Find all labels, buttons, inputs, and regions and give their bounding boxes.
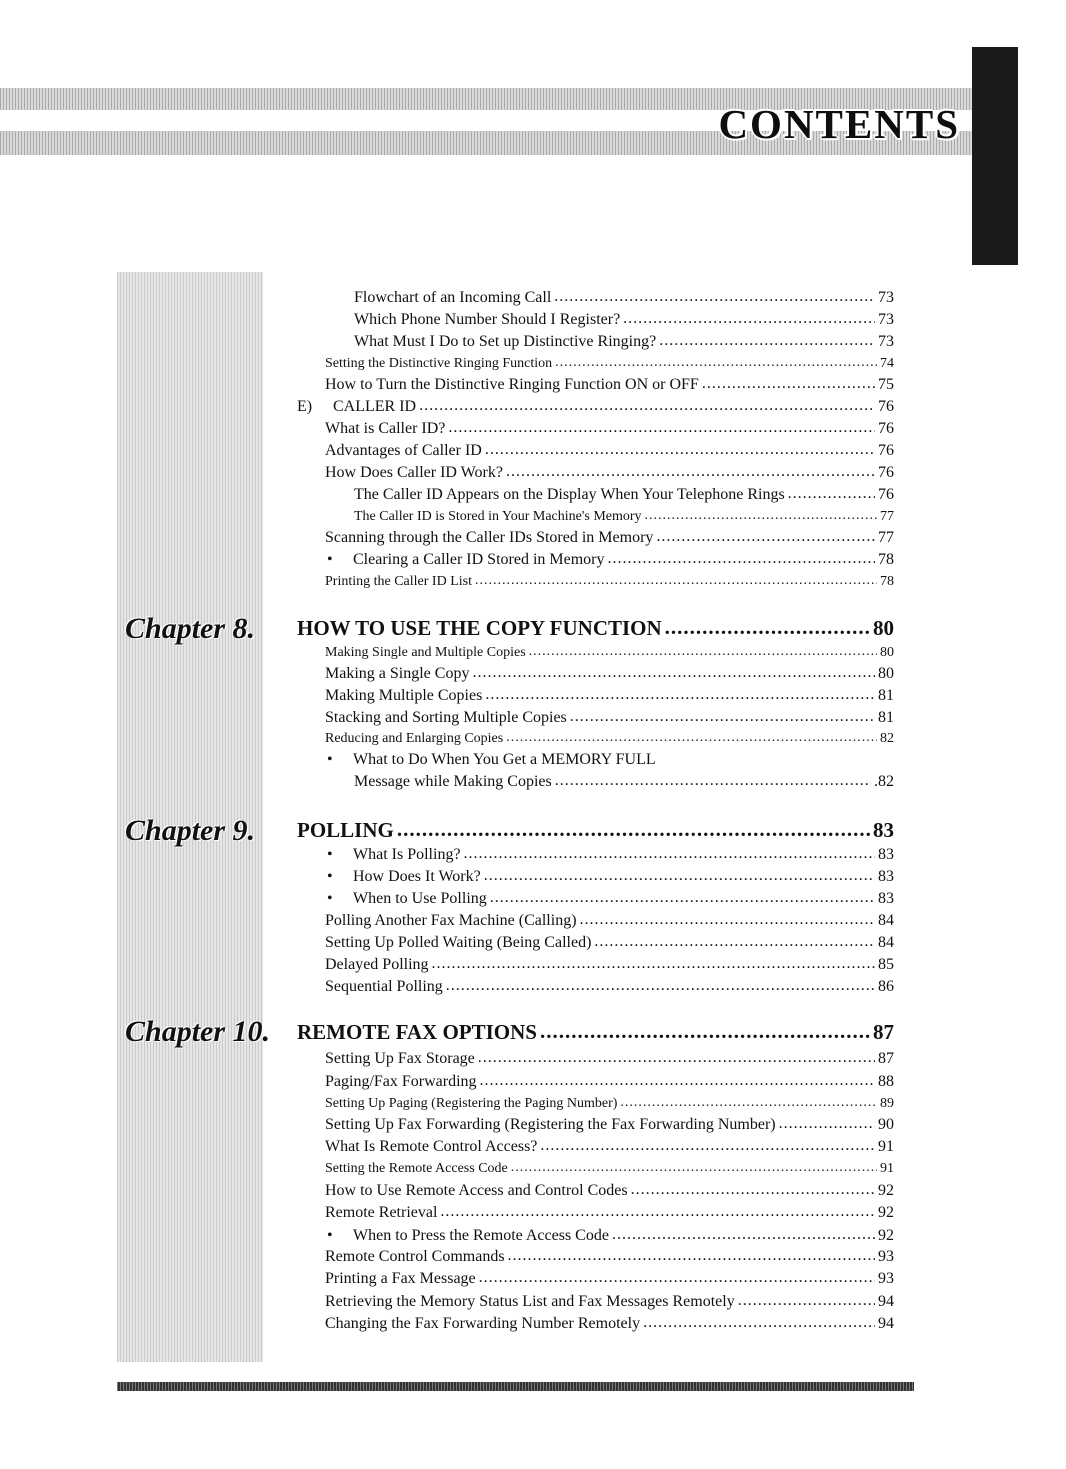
- page-number: 92: [878, 1182, 894, 1199]
- toc-entry[interactable]: • When to Use Polling ..... 83: [325, 888, 894, 909]
- page-number: 80: [878, 665, 894, 682]
- page-number: 76: [878, 486, 894, 503]
- toc-entry[interactable]: Remote Control Commands ..... 93: [325, 1246, 894, 1267]
- page-number: 92: [878, 1204, 894, 1221]
- bullet: •: [327, 868, 333, 885]
- page-number: 84: [878, 912, 894, 929]
- page-number: 84: [878, 934, 894, 951]
- page-number: 82: [880, 731, 894, 746]
- toc-entry[interactable]: What is Caller ID? ..... 76: [325, 418, 894, 439]
- page-number: 88: [878, 1073, 894, 1090]
- page-number: 91: [878, 1138, 894, 1155]
- bullet: •: [327, 1227, 333, 1244]
- page-number: 83: [878, 890, 894, 907]
- page-number: 76: [878, 398, 894, 415]
- page-number: 83: [878, 868, 894, 885]
- page-number: 81: [878, 709, 894, 726]
- toc-entry[interactable]: Setting the Remote Access Code ..... 91: [325, 1158, 894, 1179]
- toc-entry[interactable]: • What Is Polling? ..... 83: [325, 844, 894, 865]
- chapter-heading-9[interactable]: POLLING ..... 83: [297, 817, 894, 843]
- toc-entry[interactable]: Setting Up Fax Storage ..... 87: [325, 1048, 894, 1069]
- bullet: •: [327, 846, 333, 863]
- page-number: 80: [873, 616, 894, 640]
- page-number: 89: [880, 1096, 894, 1111]
- chapter-label-8: Chapter 8.: [125, 612, 256, 645]
- toc-entry[interactable]: Setting Up Fax Forwarding (Registering the Fax Forwarding Number) ..... 90: [325, 1114, 894, 1135]
- page-number: 94: [878, 1293, 894, 1310]
- page-number: 93: [878, 1270, 894, 1287]
- page-number: 78: [880, 574, 894, 589]
- page-number: 80: [880, 645, 894, 660]
- toc-entry[interactable]: • How Does It Work? ..... 83: [325, 866, 894, 887]
- toc-entry[interactable]: Flowchart of an Incoming Call ..... 73: [354, 287, 894, 308]
- page-number: .82: [874, 773, 894, 790]
- page-number: 76: [878, 420, 894, 437]
- toc-entry[interactable]: Polling Another Fax Machine (Calling) ..... 84: [325, 910, 894, 931]
- page-number: 83: [873, 818, 894, 842]
- page-number: 90: [878, 1116, 894, 1133]
- toc-entry[interactable]: • What to Do When You Get a MEMORY FULL: [327, 751, 656, 768]
- page-number: 74: [880, 356, 894, 371]
- toc-entry[interactable]: Setting the Distinctive Ringing Function ..... 74: [325, 353, 894, 374]
- page-number: 83: [878, 846, 894, 863]
- page-number: 76: [878, 464, 894, 481]
- page-number: 91: [880, 1161, 894, 1176]
- toc-entry[interactable]: Advantages of Caller ID ..... 76: [325, 440, 894, 461]
- page-number: 77: [878, 529, 894, 546]
- page-number: 93: [878, 1248, 894, 1265]
- toc-entry[interactable]: Sequential Polling ..... 86: [325, 976, 894, 997]
- page-number: 76: [878, 442, 894, 459]
- toc-entry[interactable]: Printing a Fax Message ..... 93: [325, 1268, 894, 1289]
- toc-entry[interactable]: How to Turn the Distinctive Ringing Function ON or OFF ..... 75: [325, 374, 894, 395]
- page-number: 78: [878, 551, 894, 568]
- toc-entry[interactable]: Changing the Fax Forwarding Number Remotely ..... 94: [325, 1313, 894, 1334]
- toc-entry[interactable]: • Clearing a Caller ID Stored in Memory ..... 78: [325, 549, 894, 570]
- toc-entry[interactable]: The Caller ID Appears on the Display When Your Telephone Rings ..... 76: [354, 484, 894, 505]
- toc-entry[interactable]: Remote Retrieval ..... 92: [325, 1202, 894, 1223]
- toc-entry[interactable]: Delayed Polling ..... 85: [325, 954, 894, 975]
- page-number: 87: [878, 1050, 894, 1067]
- footer-rule: [117, 1382, 914, 1391]
- toc-entry[interactable]: Reducing and Enlarging Copies ..... 82: [325, 728, 894, 749]
- page-number: 87: [873, 1020, 894, 1044]
- toc-entry[interactable]: Scanning through the Caller IDs Stored in Memory ..... 77: [325, 527, 894, 548]
- page-number: 75: [878, 376, 894, 393]
- page-number: 73: [878, 289, 894, 306]
- page-title: CONTENTS: [718, 101, 960, 147]
- toc-entry[interactable]: Setting Up Polled Waiting (Being Called) ..... 84: [325, 932, 894, 953]
- page-number: 77: [880, 509, 894, 524]
- toc-entry[interactable]: Which Phone Number Should I Register? ..... 73: [354, 309, 894, 330]
- toc-entry[interactable]: Retrieving the Memory Status List and Fax Messages Remotely ..... 94: [325, 1291, 894, 1312]
- chapter-heading-8[interactable]: HOW TO USE THE COPY FUNCTION ..... 80: [297, 615, 894, 641]
- toc-entry[interactable]: Making a Single Copy ..... 80: [325, 663, 894, 684]
- page-number: 81: [878, 687, 894, 704]
- toc-entry[interactable]: E) CALLER ID ..... 76: [297, 396, 894, 417]
- toc-entry[interactable]: How Does Caller ID Work? ..... 76: [325, 462, 894, 483]
- toc-entry[interactable]: What Must I Do to Set up Distinctive Ringing? ..... 73: [354, 331, 894, 352]
- section-prefix: E): [297, 398, 313, 415]
- page-number: 94: [878, 1315, 894, 1332]
- page-number: 73: [878, 333, 894, 350]
- toc-entry[interactable]: Setting Up Paging (Registering the Paging Number) ..... 89: [325, 1093, 894, 1114]
- toc-entry[interactable]: Stacking and Sorting Multiple Copies ..... 81: [325, 707, 894, 728]
- page-number: 92: [878, 1227, 894, 1244]
- chapter-label-10: Chapter 10.: [125, 1015, 271, 1048]
- bullet: •: [327, 551, 333, 568]
- chapter-label-9: Chapter 9.: [125, 814, 256, 847]
- toc-entry[interactable]: The Caller ID is Stored in Your Machine's Memory ..... 77: [354, 506, 894, 527]
- page-number: 73: [878, 311, 894, 328]
- toc-entry[interactable]: Making Multiple Copies ..... 81: [325, 685, 894, 706]
- bullet: •: [327, 890, 333, 907]
- bullet: •: [327, 751, 333, 768]
- toc-entry[interactable]: What Is Remote Control Access? ..... 91: [325, 1136, 894, 1157]
- toc-entry[interactable]: Message while Making Copies ..... .82: [354, 771, 894, 792]
- toc-entry[interactable]: How to Use Remote Access and Control Codes ..... 92: [325, 1180, 894, 1201]
- toc-entry[interactable]: Making Single and Multiple Copies ..... 80: [325, 642, 894, 663]
- page-number: 85: [878, 956, 894, 973]
- toc-entry[interactable]: Printing the Caller ID List ..... 78: [325, 571, 894, 592]
- toc-entry[interactable]: • When to Press the Remote Access Code ..... 92: [325, 1225, 894, 1246]
- page-number: 86: [878, 978, 894, 995]
- toc-entry[interactable]: Paging/Fax Forwarding ..... 88: [325, 1071, 894, 1092]
- chapter-heading-10[interactable]: REMOTE FAX OPTIONS ..... 87: [297, 1019, 894, 1045]
